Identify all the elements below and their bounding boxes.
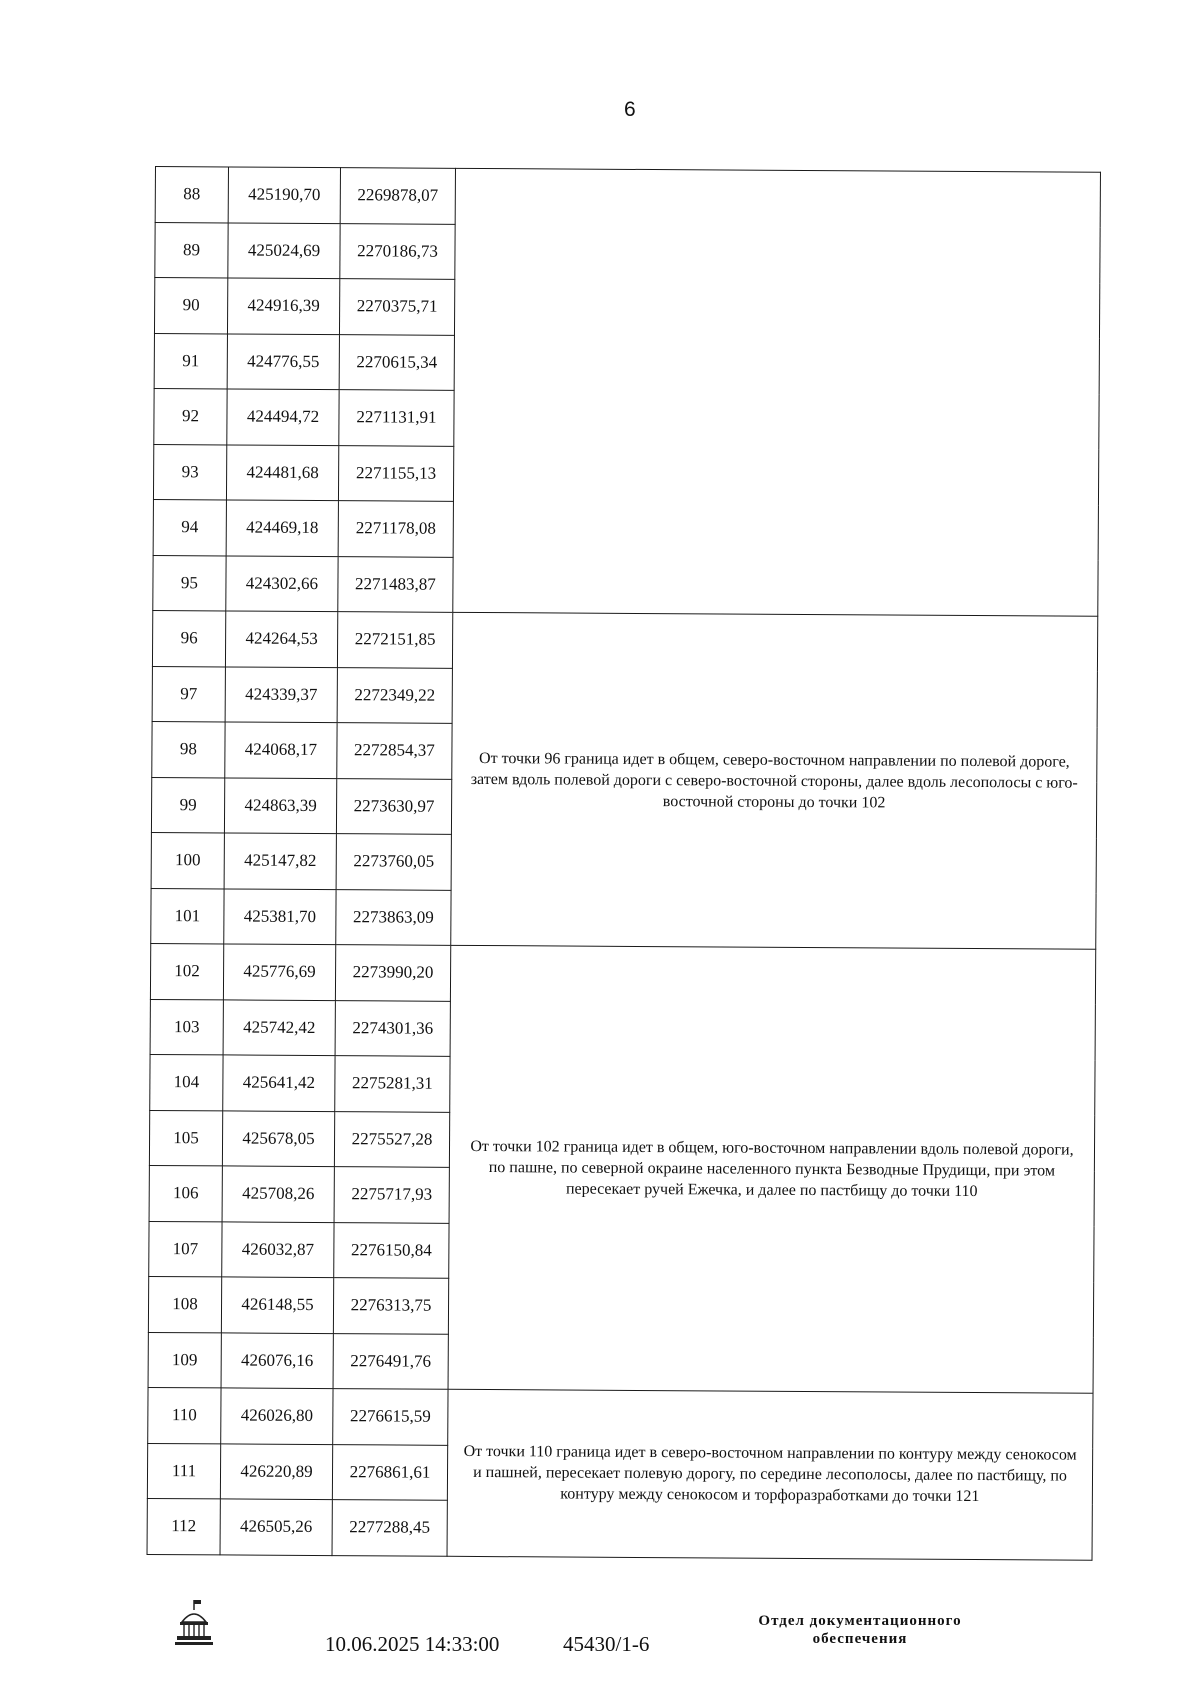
department-line-2: обеспечения xyxy=(812,1631,908,1647)
coordinate-y: 2277288,45 xyxy=(332,1500,447,1556)
point-number: 109 xyxy=(148,1332,221,1388)
point-number: 111 xyxy=(147,1443,220,1499)
page-number: 6 xyxy=(624,98,636,121)
coordinate-y: 2276313,75 xyxy=(333,1278,448,1334)
coordinate-x: 426026,80 xyxy=(221,1388,333,1444)
coordinate-x: 424302,66 xyxy=(226,555,338,611)
coordinate-y: 2274301,36 xyxy=(335,1000,450,1056)
point-number: 107 xyxy=(149,1221,222,1277)
point-number: 105 xyxy=(149,1110,222,1166)
table-row xyxy=(148,1387,1093,1448)
point-number: 94 xyxy=(153,499,226,555)
coordinate-y: 2273630,97 xyxy=(336,778,451,834)
coordinate-x: 425641,42 xyxy=(223,1055,335,1111)
point-number: 112 xyxy=(147,1498,220,1554)
table-row xyxy=(152,610,1097,671)
point-number: 97 xyxy=(152,666,225,722)
registration-datetime: 10.06.2025 14:33:00 xyxy=(325,1632,500,1656)
point-number: 91 xyxy=(154,333,227,389)
coordinate-x: 424264,53 xyxy=(225,611,337,667)
coordinate-y: 2275527,28 xyxy=(334,1111,449,1167)
point-number: 92 xyxy=(154,388,227,444)
segment-description: От точки 102 граница идет в общем, юго-восточном направлении вдоль полевой дороги, по пашне, по северной окраине населенного пункта Безводные Прудищи, при этом пересекает ручей Ежечка, и далее по пастбищу до точки 110 xyxy=(448,945,1096,1393)
point-number: 103 xyxy=(150,999,223,1055)
coordinate-x: 425708,26 xyxy=(222,1166,334,1222)
coordinate-x: 424068,17 xyxy=(225,722,337,778)
coordinate-x: 424469,18 xyxy=(226,500,338,556)
coordinate-y: 2270186,73 xyxy=(340,223,455,279)
coordinate-y: 2272349,22 xyxy=(337,667,452,723)
coordinate-x: 426148,55 xyxy=(221,1277,333,1333)
coordinate-y: 2270375,71 xyxy=(339,279,454,335)
point-number: 96 xyxy=(152,610,225,666)
coordinate-x: 424916,39 xyxy=(227,278,339,334)
coordinate-y: 2271131,91 xyxy=(339,390,454,446)
coordinate-x: 425678,05 xyxy=(222,1110,334,1166)
point-number: 90 xyxy=(154,278,227,334)
point-number: 106 xyxy=(149,1165,222,1221)
table-row xyxy=(155,167,1100,228)
coordinate-x: 425190,70 xyxy=(228,167,340,223)
coordinate-x: 426220,89 xyxy=(220,1443,332,1499)
segment-description: От точки 110 граница идет в северо-восточном направлении по контуру между сенокосом и пашней, пересекает полевую дорогу, по середине лесополосы, далее по пастбищу, по контуру между сенокосом и торфоразработками до точки 121 xyxy=(447,1389,1093,1559)
department-line-1: Отдел документационного xyxy=(758,1613,962,1629)
coordinate-y: 2273760,05 xyxy=(336,834,451,890)
point-number: 100 xyxy=(151,832,224,888)
coordinate-x: 425742,42 xyxy=(223,999,335,1055)
coordinate-y: 2270615,34 xyxy=(339,334,454,390)
registration-number: 45430/1-6 xyxy=(563,1632,650,1656)
duma-building-logo-icon xyxy=(174,1598,214,1648)
coordinate-y: 2271483,87 xyxy=(338,556,453,612)
point-number: 101 xyxy=(151,888,224,944)
coordinate-x: 424863,39 xyxy=(224,777,336,833)
point-number: 95 xyxy=(153,555,226,611)
coordinate-x: 424339,37 xyxy=(225,666,337,722)
coordinate-x: 426076,16 xyxy=(221,1332,333,1388)
point-number: 93 xyxy=(153,444,226,500)
coordinate-x: 425776,69 xyxy=(223,944,335,1000)
coordinate-x: 425147,82 xyxy=(224,833,336,889)
coordinate-y: 2273863,09 xyxy=(336,889,451,945)
boundary-coordinates-table xyxy=(147,166,1101,1560)
coordinate-y: 2273990,20 xyxy=(335,945,450,1001)
point-number: 99 xyxy=(151,777,224,833)
point-number: 88 xyxy=(155,167,228,223)
coordinate-x: 425024,69 xyxy=(228,222,340,278)
coordinate-y: 2269878,07 xyxy=(340,168,455,224)
point-number: 104 xyxy=(150,1054,223,1110)
coordinate-y: 2275281,31 xyxy=(335,1056,450,1112)
coordinate-y: 2272854,37 xyxy=(337,723,452,779)
coordinate-y: 2276150,84 xyxy=(334,1222,449,1278)
coordinate-x: 424776,55 xyxy=(227,333,339,389)
coordinate-y: 2276861,61 xyxy=(332,1444,447,1500)
coordinate-x: 424494,72 xyxy=(227,389,339,445)
coordinate-x: 424481,68 xyxy=(226,444,338,500)
department-stamp xyxy=(700,1612,1020,1648)
coordinate-y: 2271178,08 xyxy=(338,501,453,557)
coordinate-y: 2275717,93 xyxy=(334,1167,449,1223)
point-number: 98 xyxy=(152,721,225,777)
coordinate-x: 426032,87 xyxy=(222,1221,334,1277)
coordinate-x: 425381,70 xyxy=(224,888,336,944)
coordinate-y: 2276615,59 xyxy=(333,1389,448,1445)
coordinate-y: 2271155,13 xyxy=(338,445,453,501)
segment-description xyxy=(453,168,1101,616)
coordinate-y: 2276491,76 xyxy=(333,1333,448,1389)
point-number: 110 xyxy=(148,1387,221,1443)
segment-description: От точки 96 граница идет в общем, северо-восточном направлении по полевой дороге, затем вдоль полевой дороги с северо-восточной стороны, далее вдоль лесополосы с юго-восточной стороны до точки 102 xyxy=(451,612,1098,949)
table-row xyxy=(150,943,1095,1004)
coordinate-y: 2272151,85 xyxy=(337,612,452,668)
point-number: 108 xyxy=(148,1276,221,1332)
point-number: 102 xyxy=(150,943,223,999)
coordinate-x: 426505,26 xyxy=(220,1499,332,1555)
point-number: 89 xyxy=(155,222,228,278)
